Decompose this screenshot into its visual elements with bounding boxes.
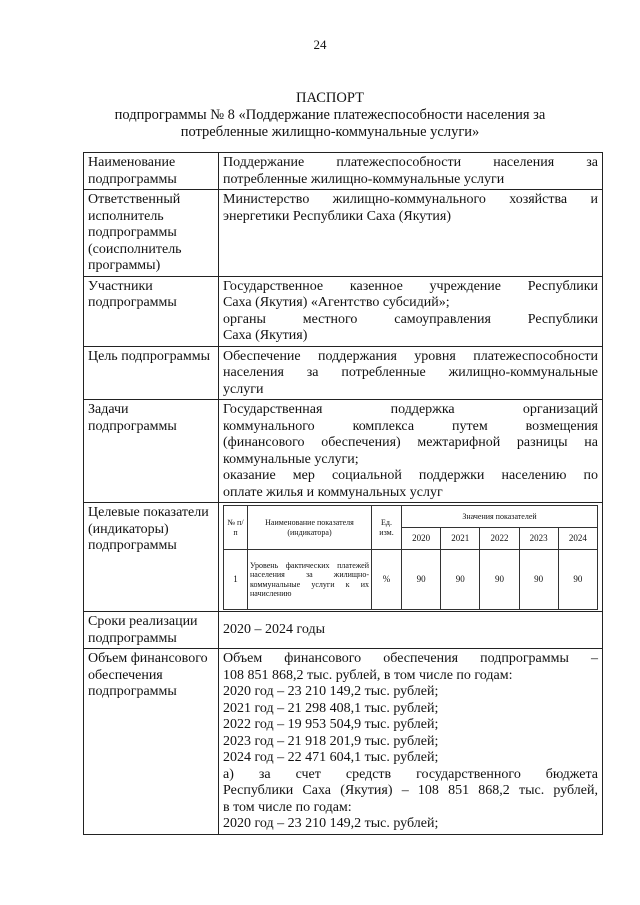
indicators-header-unit: Ед. изм. <box>372 506 402 550</box>
row-terms-value: 2020 – 2024 годы <box>219 612 603 649</box>
row-goal-label: Цель подпрограммы <box>84 346 219 400</box>
row-tasks <box>84 400 603 503</box>
row-tasks-label: Задачи подпрограммы <box>84 400 219 503</box>
row-executor <box>84 190 603 277</box>
row-tasks-value: Государственная поддержка организаций коммунального комплекса путем возмещения (финансового обеспечения) межтарифной разницы на коммунальные услуги; оказание мер социальной поддержки населению по оплате жилья и коммунальных услуг <box>219 400 603 503</box>
row-goal <box>84 346 603 400</box>
indicators-header-name: Наименование показателя (индикатора) <box>248 506 372 550</box>
page-number: 24 <box>313 37 327 52</box>
row-terms-label: Сроки реализации подпрограммы <box>84 612 219 649</box>
row-volume <box>84 649 603 835</box>
row-terms <box>84 612 603 649</box>
indicator-value-2024: 90 <box>558 550 597 610</box>
indicators-cell <box>219 503 603 612</box>
row-name-label: Наименование подпрограммы <box>84 153 219 190</box>
year-2023: 2023 <box>519 528 558 550</box>
document-title: ПАСПОРТ <box>296 90 364 106</box>
indicator-value-2020: 90 <box>402 550 441 610</box>
row-participants-label: Участники подпрограммы <box>84 276 219 346</box>
subtitle-line-1: подпрограммы № 8 «Поддержание платежеспособности населения за <box>114 107 546 123</box>
indicator-row <box>224 550 598 610</box>
year-2022: 2022 <box>480 528 519 550</box>
indicators-header-num: № п/п <box>224 506 248 550</box>
indicator-value-2021: 90 <box>441 550 480 610</box>
row-goal-value: Обеспечение поддержания уровня платежеспособности населения за потребленные жилищно-коммунальные услуги <box>219 346 603 400</box>
row-participants <box>84 276 603 346</box>
title-block <box>60 90 600 141</box>
row-volume-label: Объем финансового обеспечения подпрограммы <box>84 649 219 835</box>
year-2024: 2024 <box>558 528 597 550</box>
indicator-value-2022: 90 <box>480 550 519 610</box>
row-volume-value: Объем финансового обеспечения подпрограммы – 108 851 868,2 тыс. рублей, в том числе по годам: 2020 год – 23 210 149,2 тыс. рублей; 2021 год – 21 298 408,1 тыс. рублей; 2022 год – 19 953 504,9 тыс. рублей; 2023 год – 21 918 201,9 тыс. рублей; 2024 год – 22 471 604,1 тыс. рублей; а) за счет средств государственного бюджета Республики Саха (Якутия) – 108 851 868,2 тыс. рублей, в том числе по годам: 2020 год – 23 210 149,2 тыс. рублей; <box>219 649 603 835</box>
subtitle-line-2: потребленные жилищно-коммунальные услуги» <box>180 124 480 140</box>
passport-table <box>83 152 603 835</box>
indicators-table <box>223 505 598 610</box>
row-executor-value: Министерство жилищно-коммунального хозяйства и энергетики Республики Саха (Якутия) <box>219 190 603 277</box>
indicator-value-2023: 90 <box>519 550 558 610</box>
indicator-num: 1 <box>224 550 248 610</box>
row-indicators <box>84 503 603 612</box>
row-name-value: Поддержание платежеспособности населения за потребленные жилищно-коммунальные услуги <box>219 153 603 190</box>
row-indicators-label: Целевые показатели (индикаторы) подпрограммы <box>84 503 219 612</box>
indicator-name: Уровень фактических платежей населения за жилищно-коммунальные услуги к их начислению <box>248 550 372 610</box>
indicator-unit: % <box>372 550 402 610</box>
year-2020: 2020 <box>402 528 441 550</box>
row-name <box>84 153 603 190</box>
row-participants-value: Государственное казенное учреждение Республики Саха (Якутия) «Агентство субсидий»; органы местного самоуправления Республики Саха (Якутия) <box>219 276 603 346</box>
indicators-header-values: Значения показателей <box>402 506 598 528</box>
year-2021: 2021 <box>441 528 480 550</box>
row-executor-label: Ответственный исполнитель подпрограммы (соисполнитель программы) <box>84 190 219 277</box>
